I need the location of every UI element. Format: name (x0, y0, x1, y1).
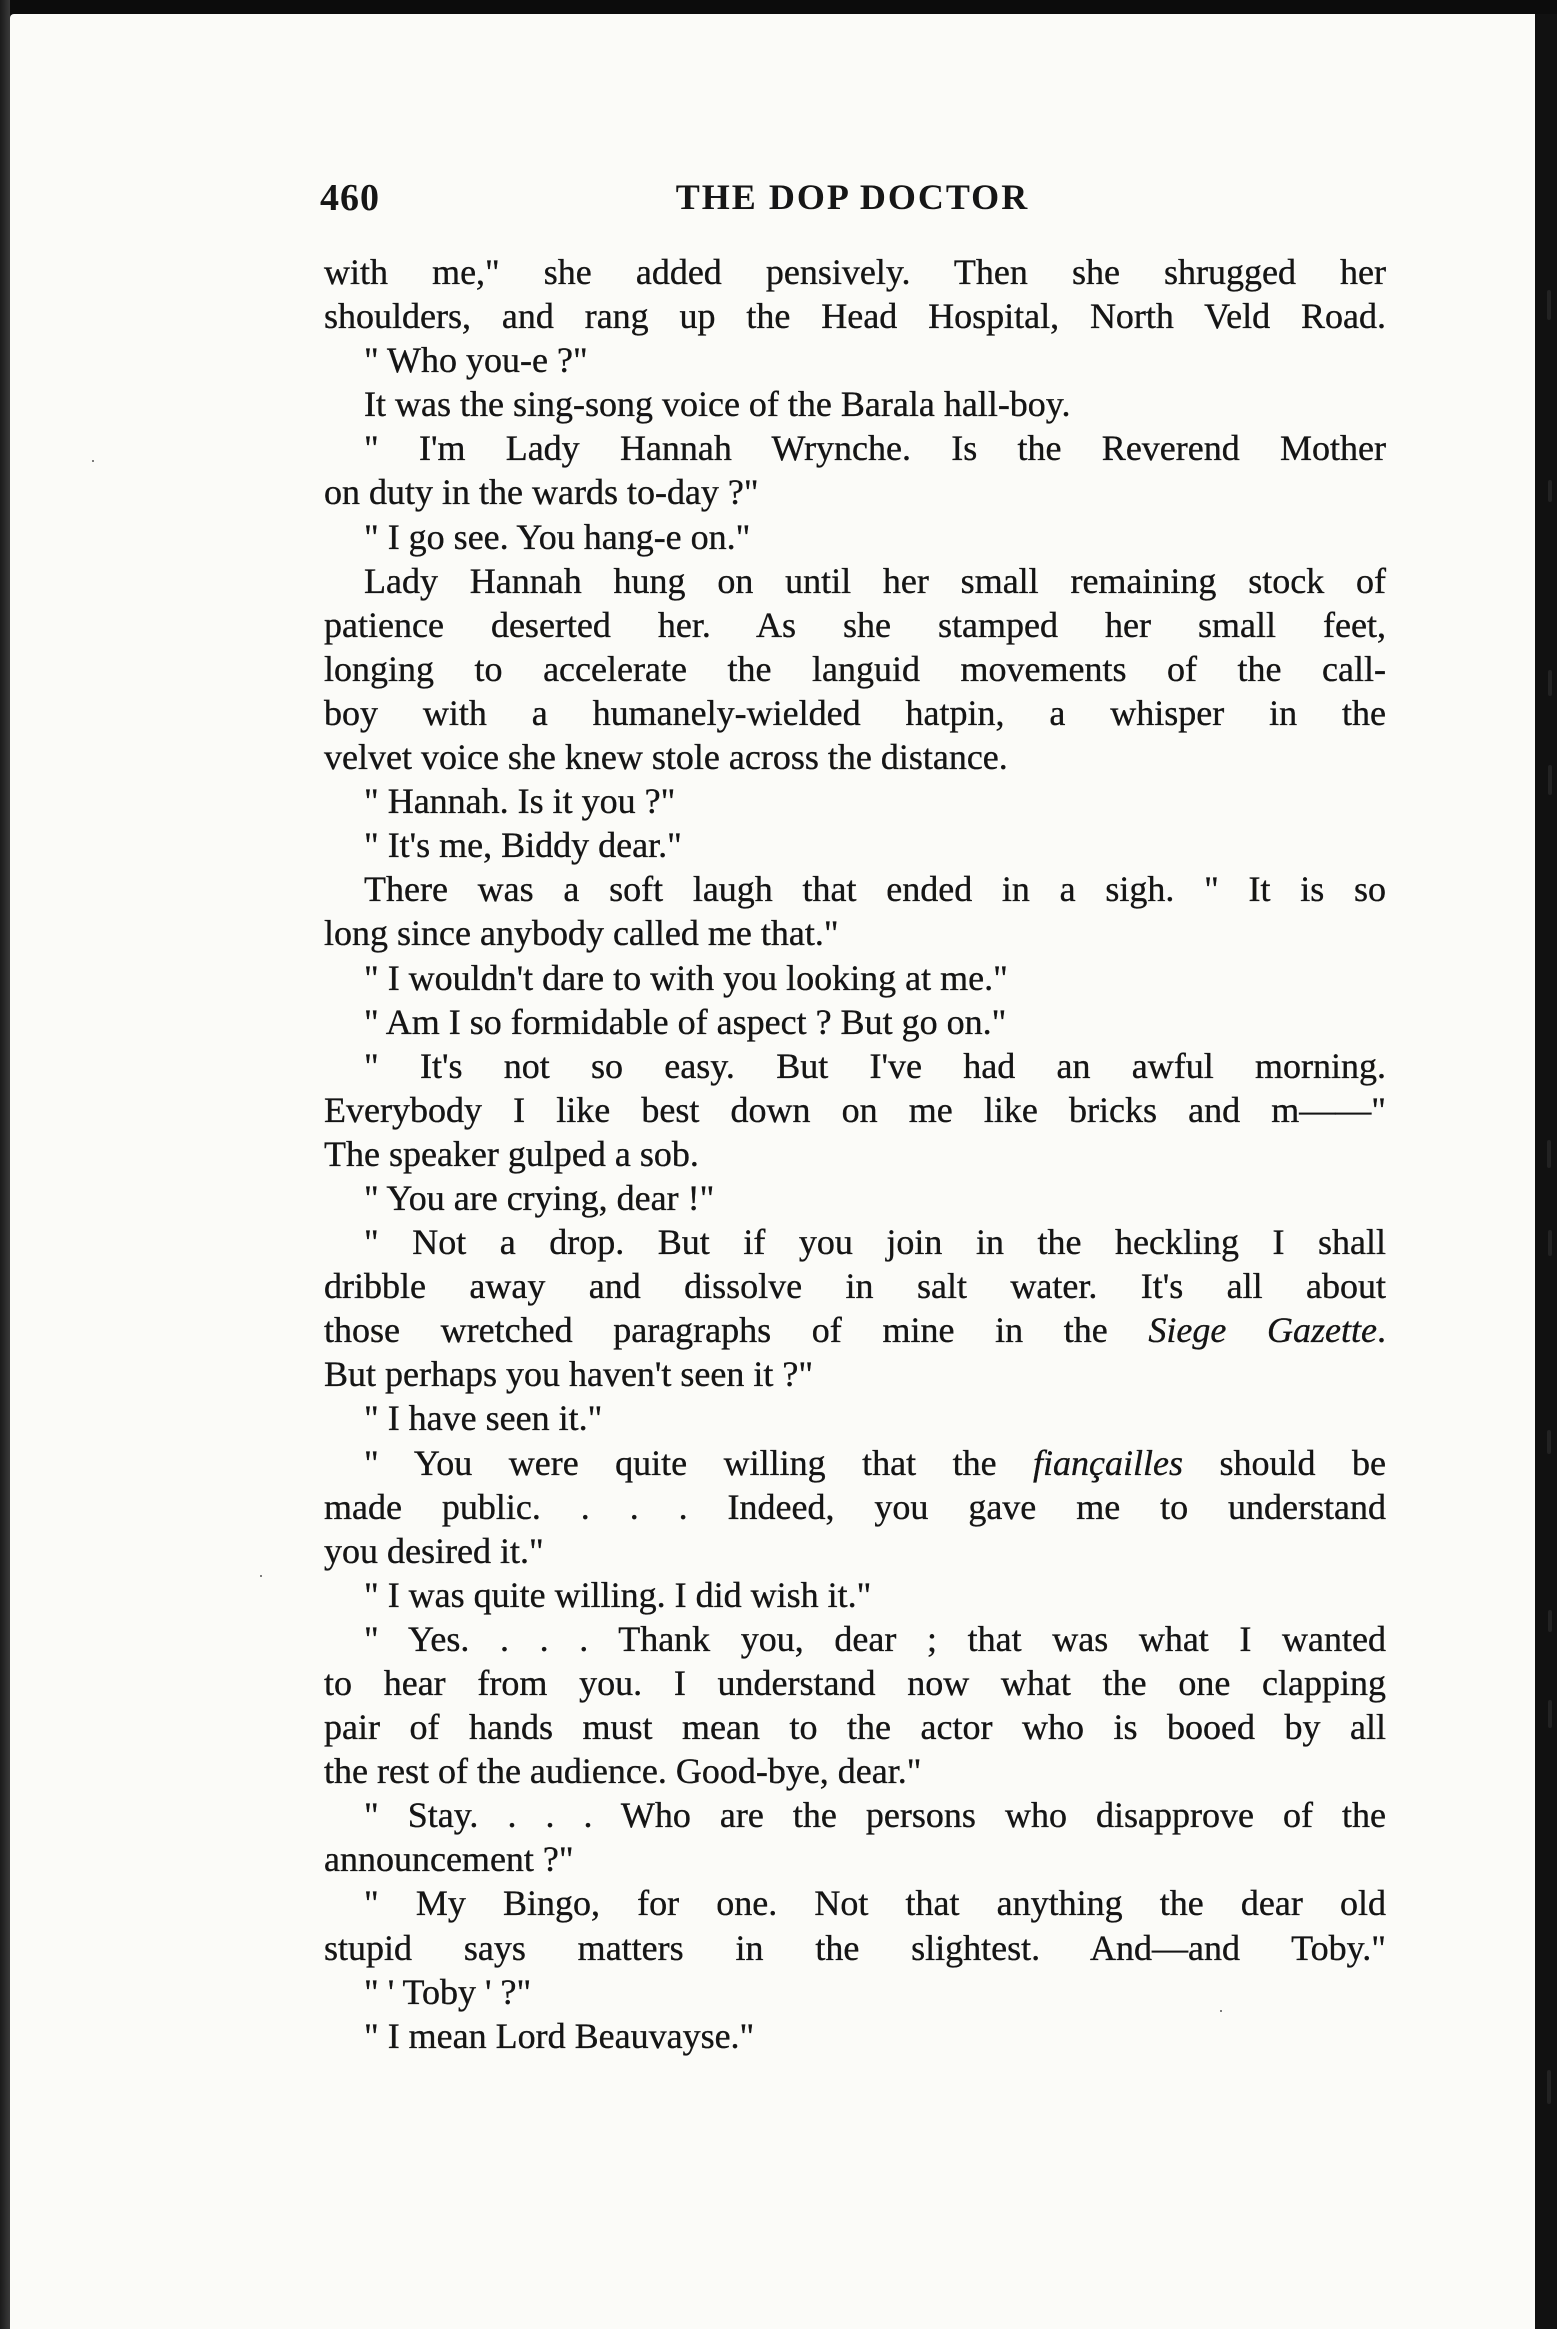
margin-mark (1547, 1140, 1551, 1168)
text-line: you desired it." (324, 1530, 544, 1571)
scan-top-edge (0, 0, 1557, 14)
text-line: announcement ?" (324, 1839, 574, 1880)
text-line: to hear from you. I understand now what the one clapping (324, 1663, 1386, 1703)
running-title: THE DOP DOCTOR (675, 177, 1030, 217)
text-line: But perhaps you haven't seen it ?" (324, 1354, 814, 1395)
text-line: Everybody I like best down on me like bricks and m——" (324, 1089, 1386, 1130)
text-line: " You were quite willing that the fiançailles should be (364, 1442, 1386, 1483)
paper-speckle (260, 1575, 262, 1577)
text-line: made public. . . . Indeed, you gave me to understand (324, 1486, 1386, 1527)
body-text (324, 250, 1386, 2058)
text-line: with me," she added pensively. Then she shrugged her (324, 252, 1386, 292)
text-line: shoulders, and rang up the Head Hospital, North Veld Road. (324, 296, 1386, 337)
margin-mark (1547, 290, 1551, 320)
text-line: Lady Hannah hung on until her small remaining stock of (364, 560, 1386, 601)
text-line: on duty in the wards to-day ?" (324, 472, 759, 513)
page-number: 460 (320, 177, 380, 219)
text-line: " It's me, Biddy dear." (364, 825, 682, 866)
text-line: " I have seen it." (364, 1398, 603, 1439)
text-line: dribble away and dissolve in salt water. It's all about (324, 1266, 1386, 1307)
text-line: There was a soft laugh that ended in a sigh. " It is so (364, 869, 1386, 910)
margin-mark (1547, 2070, 1551, 2104)
text-line: " Not a drop. But if you join in the heckling I shall (364, 1222, 1386, 1263)
text-line: " You are crying, dear !" (364, 1177, 715, 1218)
margin-mark (1548, 480, 1552, 502)
text-line: " Hannah. Is it you ?" (364, 781, 676, 822)
page-header (320, 176, 1385, 232)
text-line: " Am I so formidable of aspect ? But go on." (364, 1001, 1007, 1042)
text-line: pair of hands must mean to the actor who is booed by all (324, 1707, 1386, 1748)
text-line: longing to accelerate the languid movements of the call- (324, 648, 1386, 689)
text-line: " I'm Lady Hannah Wrynche. Is the Reverend Mother (364, 428, 1386, 469)
text-line: patience deserted her. As she stamped her small feet, (324, 604, 1386, 645)
text-line: " I was quite willing. I did wish it." (364, 1574, 872, 1615)
margin-mark (1548, 765, 1552, 795)
text-line: long since anybody called me that." (324, 913, 839, 954)
text-line: the rest of the audience. Good-bye, dear." (324, 1751, 922, 1792)
text-line: " Who you-e ?" (364, 340, 588, 381)
scan-left-edge (0, 0, 10, 2329)
margin-mark (1548, 1700, 1552, 1728)
margin-mark (1548, 670, 1552, 696)
paper-speckle (1220, 2010, 1222, 2012)
text-line: boy with a humanely-wielded hatpin, a whisper in the (324, 692, 1386, 733)
margin-mark (1547, 1430, 1551, 1454)
text-line: those wretched paragraphs of mine in the Siege Gazette. (324, 1310, 1386, 1351)
text-line: " Stay. . . . Who are the persons who disapprove of the (364, 1795, 1386, 1836)
italic-phrase: fiançailles (1033, 1442, 1184, 1483)
italic-phrase: Siege Gazette (1148, 1310, 1377, 1351)
paper-speckle (92, 460, 94, 462)
text-line: The speaker gulped a sob. (324, 1133, 699, 1174)
margin-mark (1548, 1230, 1552, 1256)
text-line: " It's not so easy. But I've had an awful morning. (364, 1045, 1386, 1086)
margin-mark (1548, 1610, 1552, 1632)
text-line: " I go see. You hang-e on." (364, 516, 751, 557)
text-line: " I wouldn't dare to with you looking at me." (364, 957, 1008, 998)
text-line: " ' Toby ' ?" (364, 1971, 532, 2012)
text-line: stupid says matters in the slightest. And—and Toby." (324, 1927, 1386, 1968)
text-line: velvet voice she knew stole across the distance. (324, 737, 1008, 778)
text-line: " My Bingo, for one. Not that anything the dear old (364, 1883, 1386, 1924)
text-line: " I mean Lord Beauvayse." (364, 2015, 755, 2056)
text-line: It was the sing-song voice of the Barala hall-boy. (364, 384, 1071, 425)
text-line: " Yes. . . . Thank you, dear ; that was what I wanted (364, 1618, 1386, 1659)
